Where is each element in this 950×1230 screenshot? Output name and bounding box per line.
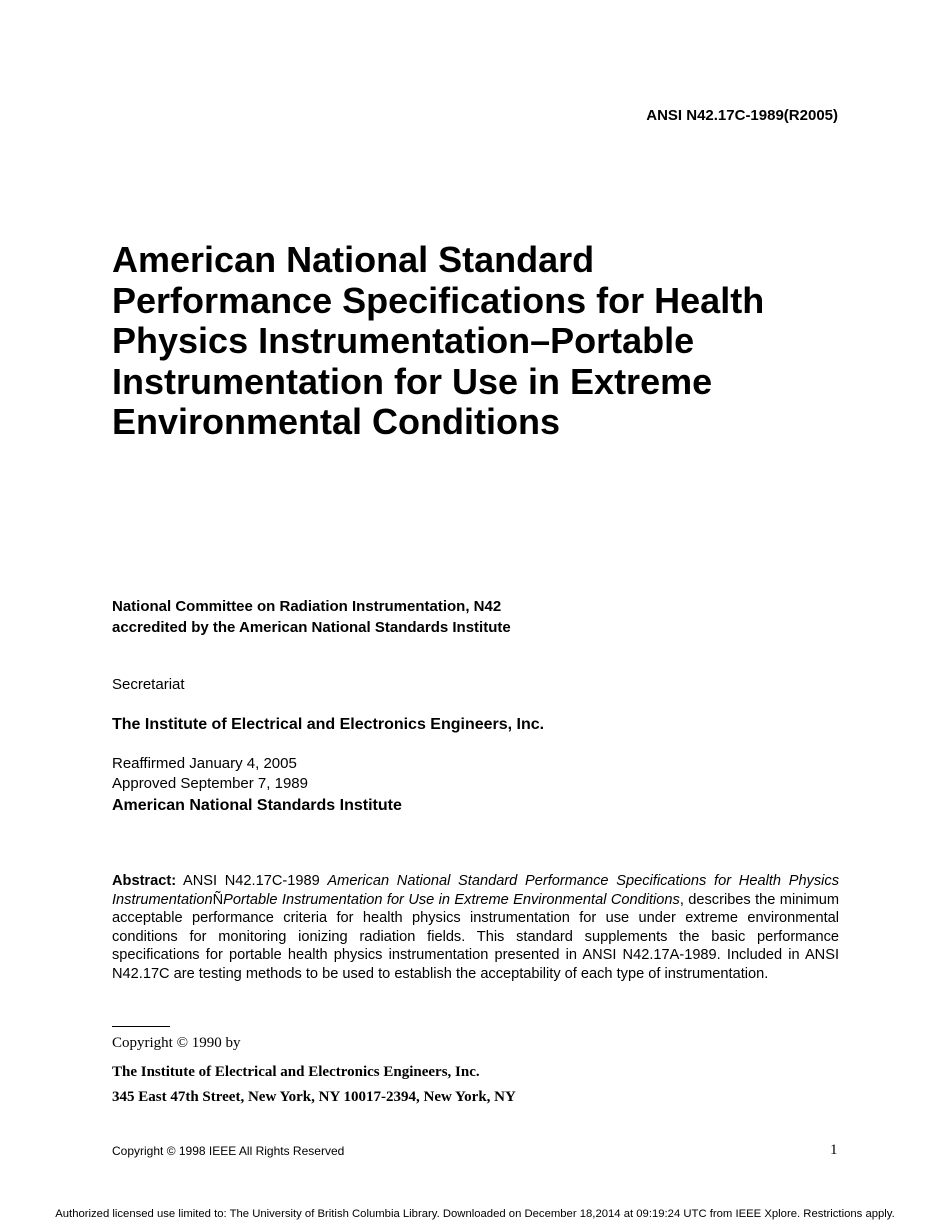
license-notice: Authorized licensed use limited to: The University of British Columbia Library. Downloaded on December 18,2014 at 09:19:24 UTC from IEEE Xplore. Restrictions apply. — [55, 1208, 895, 1220]
abstract-separator: Ñ — [212, 891, 224, 908]
title-line: Performance Specifications for Health — [112, 279, 765, 321]
title-line: American National Standard — [112, 239, 595, 280]
abstract-title-part-2: Portable Instrumentation for Use in Extreme Environmental Conditions — [223, 891, 680, 908]
committee-accreditation: accredited by the American National Standards Institute — [112, 618, 511, 636]
abstract-label: Abstract: — [112, 873, 177, 889]
dates-block — [112, 754, 308, 793]
document-title — [112, 240, 832, 443]
publisher-address: 345 East 47th Street, New York, NY 10017-2394, New York, NY — [112, 1089, 516, 1105]
footnote-divider — [112, 1026, 170, 1027]
title-line: Environmental Conditions — [112, 401, 561, 442]
abstract-paragraph — [112, 872, 839, 984]
approving-body: American National Standards Institute — [112, 797, 402, 814]
footer-copyright: Copyright © 1998 IEEE All Rights Reserved — [112, 1144, 345, 1158]
copyright-line: Copyright © 1990 by — [112, 1035, 241, 1051]
document-id: ANSI N42.17C-1989(R2005) — [646, 107, 838, 124]
committee-block — [112, 597, 511, 638]
abstract-title-part-1: American National Standard Performance Specifications for Health Physics Instrumentation — [112, 873, 839, 908]
approved-date: Approved September 7, 1989 — [112, 774, 308, 792]
abstract-designation: ANSI N42.17C-1989 — [176, 873, 328, 889]
publisher-block — [112, 1060, 516, 1110]
secretariat-label: Secretariat — [112, 676, 185, 693]
reaffirmed-date: Reaffirmed January 4, 2005 — [112, 755, 297, 772]
committee-name: National Committee on Radiation Instrumentation, N42 — [112, 598, 502, 615]
publisher-name: The Institute of Electrical and Electronics Engineers, Inc. — [112, 1064, 480, 1080]
secretariat-org: The Institute of Electrical and Electronics Engineers, Inc. — [112, 716, 545, 733]
title-line: Physics Instrumentation–Portable — [112, 320, 695, 361]
abstract-body: , describes the minimum acceptable performance criteria for health physics instrumentation for use under extreme environmental conditions for monitoring ionizing radiation fields. This standard supplements the basic performance specifications for portable health physics instrumentation presented in ANSI N42.17A-1989. Included in ANSI N42.17C are testing methods to be used to establish the acceptability of each type of instrumentation. — [112, 891, 839, 982]
page-number: 1 — [830, 1142, 838, 1158]
title-line: Instrumentation for Use in Extreme — [112, 360, 713, 402]
